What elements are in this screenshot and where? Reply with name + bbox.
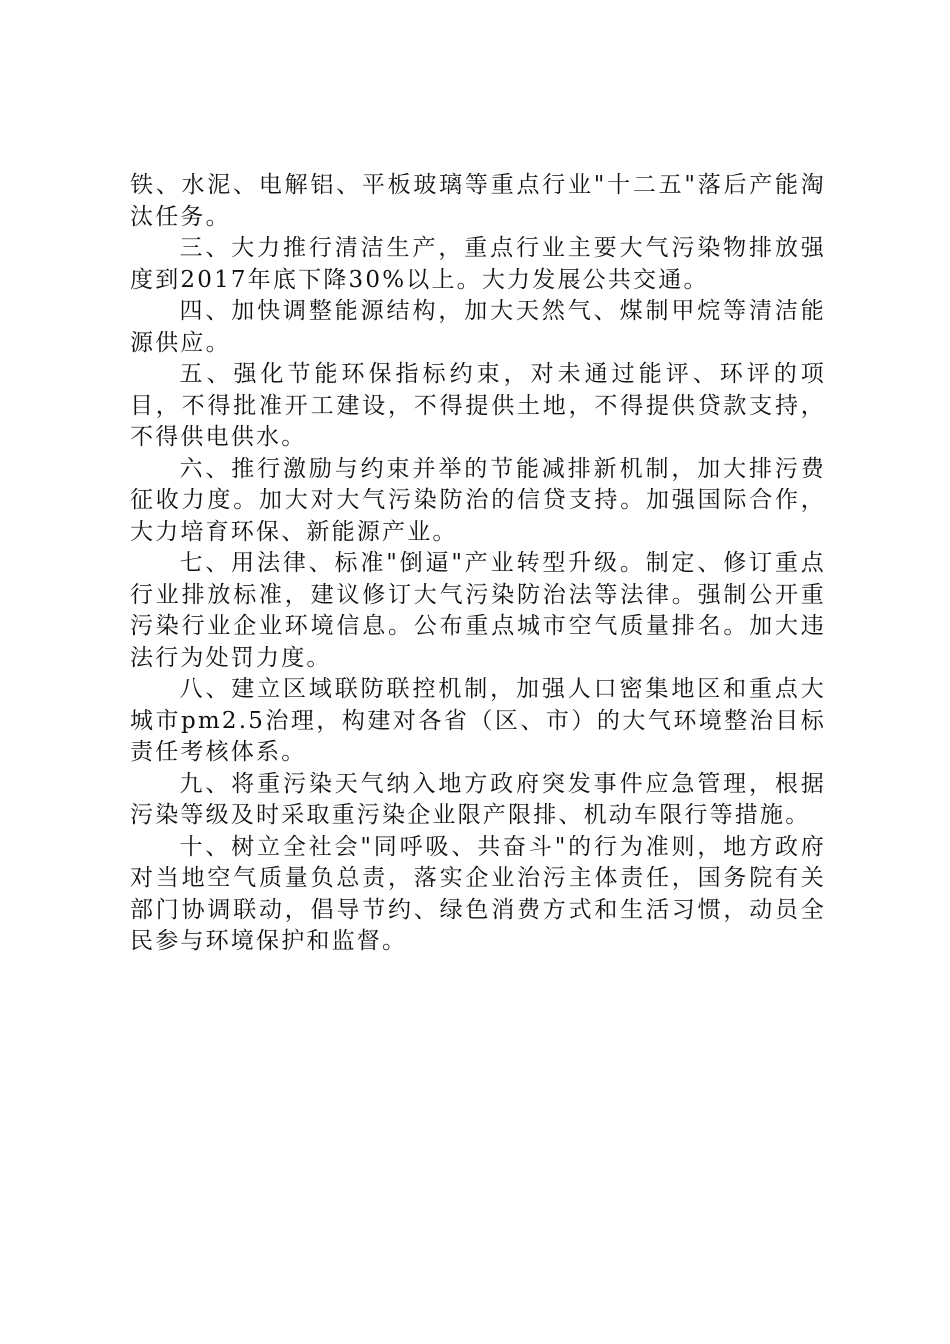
paragraph-item-10: 十、树立全社会"同呼吸、共奋斗"的行为准则，地方政府对当地空气质量负总责，落实企业治污主体责任，国务院有关部门协调联动，倡导节约、绿色消费方式和生活习惯，动员全民参与环境保护和监督。 [130, 833, 826, 954]
paragraph-continuation: 铁、水泥、电解铝、平板玻璃等重点行业"十二五"落后产能淘汰任务。 [130, 172, 826, 230]
paragraph-item-6: 六、推行激励与约束并举的节能减排新机制，加大排污费征收力度。加大对大气污染防治的信贷支持。加强国际合作，大力培育环保、新能源产业。 [130, 455, 826, 545]
paragraph-item-7: 七、用法律、标准"倒逼"产业转型升级。制定、修订重点行业排放标准，建议修订大气污染防治法等法律。强制公开重污染行业企业环境信息。公布重点城市空气质量排名。加大违法行为处罚力度。 [130, 550, 826, 671]
paragraph-item-3: 三、大力推行清洁生产，重点行业主要大气污染物排放强度到2017年底下降30%以上。大力发展公共交通。 [130, 235, 826, 293]
paragraph-item-9: 九、将重污染天气纳入地方政府突发事件应急管理，根据污染等级及时采取重污染企业限产限排、机动车限行等措施。 [130, 770, 826, 828]
paragraph-item-8: 八、建立区域联防联控机制，加强人口密集地区和重点大城市pm2.5治理，构建对各省（区、市）的大气环境整治目标责任考核体系。 [130, 676, 826, 765]
paragraph-item-5: 五、强化节能环保指标约束，对未通过能评、环评的项目，不得批准开工建设，不得提供土地，不得提供贷款支持，不得供电供水。 [130, 361, 826, 450]
paragraph-item-4: 四、加快调整能源结构，加大天然气、煤制甲烷等清洁能源供应。 [130, 298, 826, 356]
document-body [130, 170, 826, 958]
